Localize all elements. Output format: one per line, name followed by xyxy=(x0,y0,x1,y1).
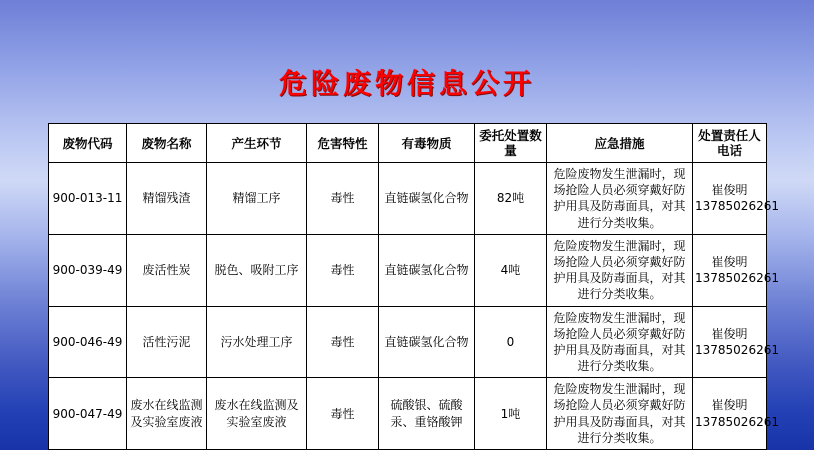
cell-hazard-property: 毒性 xyxy=(307,163,379,235)
cell-hazard-property: 毒性 xyxy=(307,234,379,306)
cell-waste-code: 900-047-49 xyxy=(49,378,127,450)
cell-toxic-substance: 直链碳氢化合物 xyxy=(379,234,475,306)
cell-hazard-property: 毒性 xyxy=(307,378,379,450)
cell-toxic-substance: 硫酸银、硫酸汞、重铬酸钾 xyxy=(379,378,475,450)
responsible-person-name: 崔俊明 xyxy=(711,326,748,341)
responsible-person-name: 崔俊明 xyxy=(711,183,748,198)
responsible-person-number: 13785026261 xyxy=(695,414,779,429)
cell-emergency-measures: 危险废物发生泄漏时，现场抢险人员必须穿戴好防护用具及防毒面具，对其进行分类收集。 xyxy=(547,234,693,306)
column-header-emergency-measures: 应急措施 xyxy=(547,124,693,163)
column-header-entrusted-quantity: 委托处置数量 xyxy=(475,124,547,163)
table-row xyxy=(49,306,767,378)
column-header-waste-code: 废物代码 xyxy=(49,124,127,163)
responsible-person-number: 13785026261 xyxy=(695,199,779,214)
column-header-hazard-property: 危害特性 xyxy=(307,124,379,163)
cell-production-stage: 精馏工序 xyxy=(207,163,307,235)
table-row xyxy=(49,163,767,235)
cell-waste-name: 精馏残渣 xyxy=(127,163,207,235)
cell-waste-code: 900-039-49 xyxy=(49,234,127,306)
table-row xyxy=(49,378,767,450)
cell-emergency-measures: 危险废物发生泄漏时，现场抢险人员必须穿戴好防护用具及防毒面具，对其进行分类收集。 xyxy=(547,163,693,235)
cell-production-stage: 脱色、吸附工序 xyxy=(207,234,307,306)
table-header-row xyxy=(49,124,767,163)
cell-emergency-measures: 危险废物发生泄漏时，现场抢险人员必须穿戴好防护用具及防毒面具，对其进行分类收集。 xyxy=(547,306,693,378)
cell-toxic-substance: 直链碳氢化合物 xyxy=(379,163,475,235)
table-row xyxy=(49,234,767,306)
column-header-waste-name: 废物名称 xyxy=(127,124,207,163)
cell-toxic-substance: 直链碳氢化合物 xyxy=(379,306,475,378)
cell-hazard-property: 毒性 xyxy=(307,306,379,378)
cell-waste-name: 活性污泥 xyxy=(127,306,207,378)
cell-responsible-person-phone xyxy=(693,306,779,378)
cell-entrusted-quantity: 4吨 xyxy=(475,234,547,306)
cell-waste-name: 废活性炭 xyxy=(127,234,207,306)
hazardous-waste-table xyxy=(48,123,779,450)
hazardous-waste-table-container xyxy=(48,123,779,450)
cell-waste-code: 900-013-11 xyxy=(49,163,127,235)
cell-production-stage: 废水在线监测及实验室废液 xyxy=(207,378,307,450)
cell-waste-name: 废水在线监测及实验室废液 xyxy=(127,378,207,450)
column-header-production-stage: 产生环节 xyxy=(207,124,307,163)
cell-entrusted-quantity: 82吨 xyxy=(475,163,547,235)
cell-responsible-person-phone xyxy=(693,163,779,235)
cell-responsible-person-phone xyxy=(693,378,779,450)
page-title: 危险废物信息公开 xyxy=(278,67,535,100)
cell-entrusted-quantity: 1吨 xyxy=(475,378,547,450)
cell-production-stage: 污水处理工序 xyxy=(207,306,307,378)
cell-waste-code: 900-046-49 xyxy=(49,306,127,378)
responsible-person-number: 13785026261 xyxy=(695,342,779,357)
column-header-responsible-person-phone: 处置责任人电话 xyxy=(693,124,767,163)
responsible-person-number: 13785026261 xyxy=(695,271,779,286)
cell-responsible-person-phone xyxy=(693,234,779,306)
responsible-person-name: 崔俊明 xyxy=(711,254,748,269)
cell-entrusted-quantity: 0 xyxy=(475,306,547,378)
column-header-toxic-substance: 有毒物质 xyxy=(379,124,475,163)
responsible-person-name: 崔俊明 xyxy=(711,398,748,413)
cell-emergency-measures: 危险废物发生泄漏时，现场抢险人员必须穿戴好防护用具及防毒面具，对其进行分类收集。 xyxy=(547,378,693,450)
